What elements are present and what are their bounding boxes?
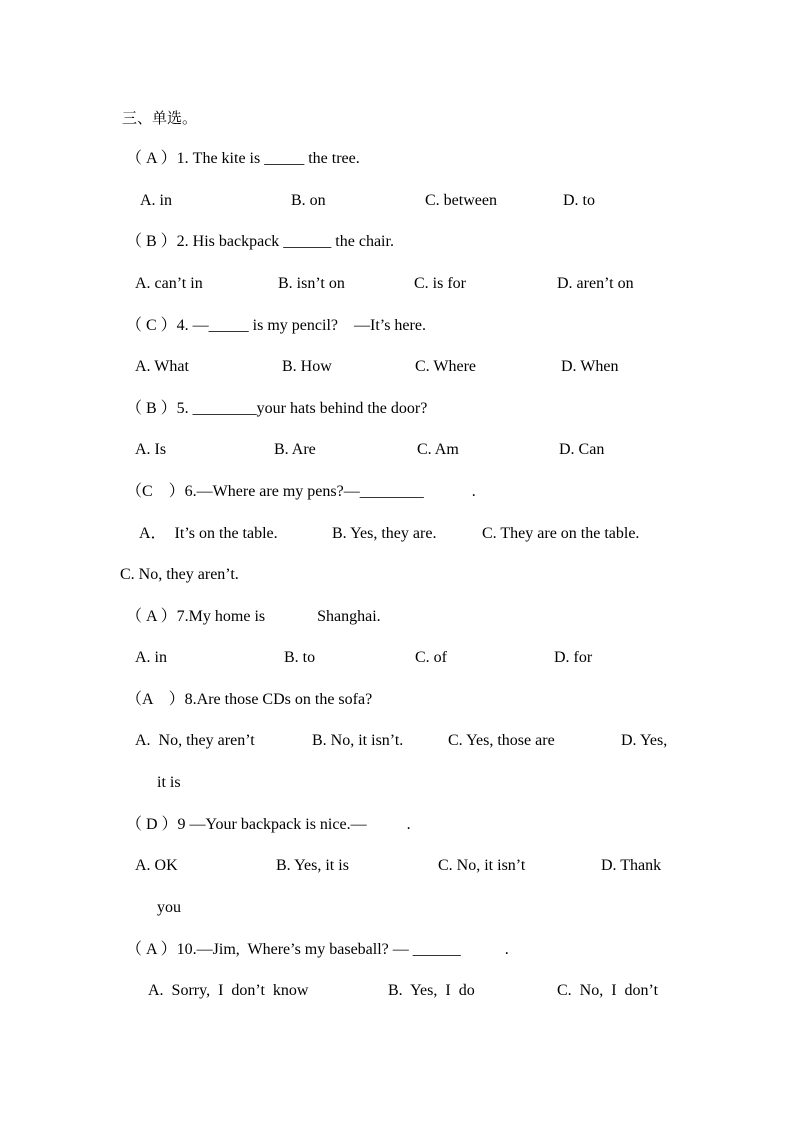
question-2-option-a: A. can’t in [135,275,203,292]
question-8-option-d-continuation: it is [157,774,181,791]
question-7-stem: （ A ）7.My home is Shanghai. [126,608,381,625]
question-4-stem: （ C ）4. —_____ is my pencil? —It’s here. [126,317,426,334]
question-1-option-a: A. in [140,192,172,209]
question-9-stem: （ D ）9 —Your backpack is nice.— . [126,816,411,833]
question-6-option-c: C. They are on the table. [482,525,640,542]
question-8-option-c: C. Yes, those are [448,732,555,749]
question-7-option-c: C. of [415,649,447,666]
question-8-stem: （A ）8.Are those CDs on the sofa? [126,691,373,708]
question-9-option-d: D. Thank [601,857,662,874]
question-5-option-c: C. Am [417,441,459,458]
question-1-stem: （ A ）1. The kite is _____ the tree. [126,150,360,167]
question-4-option-c: C. Where [415,358,477,375]
question-4-option-d: D. When [561,358,619,375]
question-1-option-b: B. on [291,192,326,209]
question-9-option-c: C. No, it isn’t [438,857,526,874]
question-1-option-d: D. to [563,192,595,209]
question-5-option-d: D. Can [559,441,605,458]
section-heading: 三、单选。 [122,109,198,127]
question-7-option-a: A. in [135,649,167,666]
question-10-option-a: A. Sorry, I don’t know [148,982,309,999]
question-6-option-a: A． It’s on the table. [139,525,278,542]
question-4-option-b: B. How [282,358,332,375]
question-7-option-b: B. to [284,649,316,666]
question-6-option-b: B. Yes, they are. [332,525,437,542]
question-8-option-d: D. Yes, [621,732,668,749]
question-2-stem: （ B ）2. His backpack ______ the chair. [126,233,394,250]
question-6-stem: （C ）6.—Where are my pens?—________ . [126,483,476,500]
question-5-option-b: B. Are [274,441,316,458]
question-5-option-a: A. Is [135,441,167,458]
question-2-option-b: B. isn’t on [278,275,345,292]
question-10-stem: （ A ）10.—Jim, Where’s my baseball? — ______ . [126,941,509,958]
question-8-option-b: B. No, it isn’t. [312,732,404,749]
question-10-option-c: C. No, I don’t [557,982,659,999]
question-2-option-c: C. is for [414,275,466,292]
question-5-stem: （ B ）5. ________your hats behind the door? [126,400,428,417]
question-6-option-d: C. No, they aren’t. [120,566,239,583]
question-4-option-a: A. What [135,358,189,375]
question-8-option-a: A. No, they aren’t [135,732,255,749]
question-9-option-b: B. Yes, it is [276,857,349,874]
question-9-option-a: A. OK [135,857,178,874]
question-9-option-d-continuation: you [157,899,181,916]
question-1-option-c: C. between [425,192,497,209]
question-7-option-d: D. for [554,649,593,666]
question-2-option-d: D. aren’t on [557,275,634,292]
question-10-option-b: B. Yes, I do [388,982,475,999]
